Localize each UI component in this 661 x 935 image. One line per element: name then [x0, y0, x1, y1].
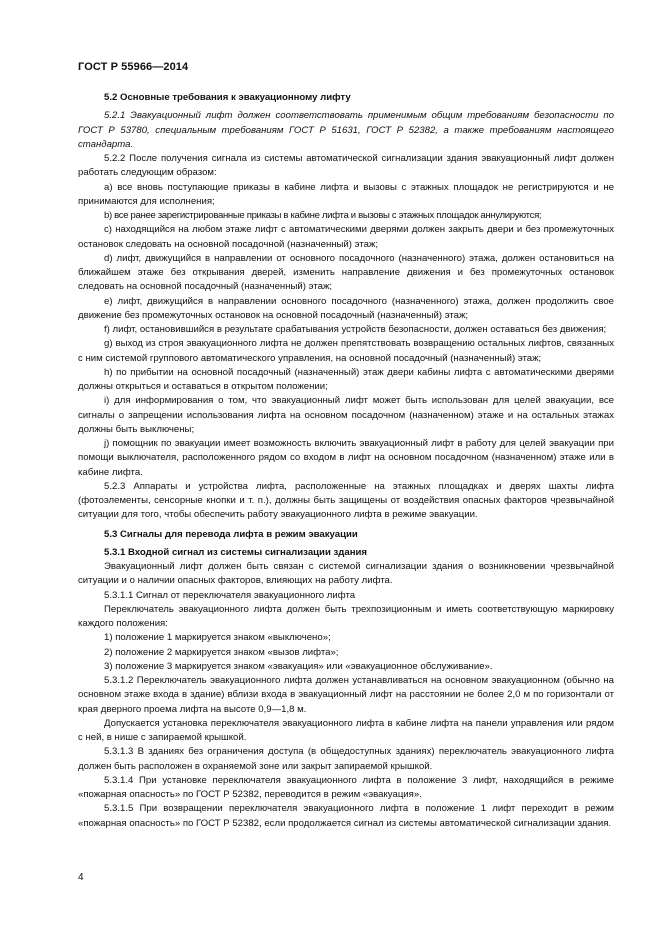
- paragraph: Допускается установка переключателя эвакуационного лифта в кабине лифта на панели управления или рядом с ней, в нише с запираемой крышкой.: [78, 717, 614, 743]
- paragraph-5-2-2: 5.2.2 После получения сигнала из системы автоматической сигнализации здания эвакуационный лифт должен работать следующим образом:: [78, 153, 614, 179]
- list-item-a: а) все вновь поступающие приказы в кабине лифта и вызовы с этажных площадок не регистрируются и не принимаются для исполнения;: [78, 181, 614, 207]
- list-item-d: d) лифт, движущийся в направлении от основного посадочного (назначенного) этажа, должен остановиться на ближайшем этаже без открывания дверей, изменить направление движения и без промежуточных остановок следовать на основной посадочный (назначенный) этаж;: [78, 252, 614, 293]
- list-item-i: i) для информирования о том, что эвакуационный лифт может быть использован для целей эвакуации, все сигналы о запрещении использования лифта на основном посадочном (назначенном) этаже и на остальных этажах должны быть выключены;: [78, 395, 614, 435]
- subsection-title-5-3-1: 5.3.1 Входной сигнал из системы сигнализации здания: [104, 546, 367, 558]
- paragraph-5-2-1: 5.2.1 Эвакуационный лифт должен соответствовать применимым общим требованиям безопасности по ГОСТ Р 53780, специальным требованиям ГОСТ Р 51631, ГОСТ Р 52382, а также требованиям настоящего стандарта.: [78, 110, 614, 150]
- list-item-f: f) лифт, остановившийся в результате срабатывания устройств безопасности, должен оставаться без движения;: [104, 324, 607, 335]
- paragraph: 5.3.1.5 При возвращении переключателя эвакуационного лифта в положение 1 лифт переходит в режим «пожарная опасность» по ГОСТ Р 52382, если продолжается сигнал из системы автоматической сигнализации здания.: [78, 803, 614, 829]
- paragraph: 5.3.1.1 Сигнал от переключателя эвакуационного лифта: [104, 589, 356, 601]
- list-item-h: h) по прибытии на основной посадочный (назначенный) этаж двери кабины лифта с автоматическими дверями должны открыться и оставаться в открытом положении;: [78, 366, 614, 392]
- standard-header: ГОСТ Р 55966—2014: [78, 61, 189, 73]
- paragraph: 5.3.1.2 Переключатель эвакуационного лифта должен устанавливаться на основном эвакуационном (обычно на основном этаже входа в здание) вблизи входа в эвакуационный лифт на расстоянии не более 2,0 м по горизонтали от края дверного проема лифта на высоте 0,9—1,8 м.: [78, 675, 614, 715]
- paragraph: 5.3.1.3 В зданиях без ограничения доступа (в общедоступных зданиях) переключатель эвакуационного лифта должен быть расположен в охраняемой зоне или закрыт запираемой крышкой.: [78, 746, 614, 772]
- list-item-c: с) находящийся на любом этаже лифт с автоматическими дверями должен закрыть двери и без промежуточных остановок следовать на основной посадочной (назначенный) этаж;: [78, 224, 614, 250]
- list-item-j: j) помощник по эвакуации имеет возможность включить эвакуационный лифт в работу для целей эвакуации при помощи выключателя, расположенного рядом со входом в лифт на основном посадочном (назначенном) этаже или в кабине лифта.: [78, 438, 614, 478]
- paragraph: 5.3.1.4 При установке переключателя эвакуационного лифта в положение 3 лифт, находящийся в режиме «пожарная опасность» по ГОСТ Р 52382, переводится в режим «эвакуация».: [78, 774, 614, 800]
- page-number: 4: [78, 872, 84, 883]
- position-item-1: 1) положение 1 маркируется знаком «выключено»;: [104, 632, 331, 644]
- paragraph-5-2-3: 5.2.3 Аппараты и устройства лифта, расположенные на этажных площадках и дверях шахты лифта (фотоэлементы, сенсорные кнопки и т. п.), должны быть защищены от воздействия опасных факторов чрезвычайной ситуации для того, чтобы обеспечить работу эвакуационного лифта в режиме эвакуации.: [78, 480, 614, 521]
- paragraph: Переключатель эвакуационного лифта должен быть трехпозиционным и иметь соответствующую маркировку каждого положения:: [78, 603, 614, 629]
- list-item-g: g) выход из строя эвакуационного лифта не должен препятствовать возвращению остальных лифтов, связанных с ним системой группового автоматического управления, на основной посадочный (назначенный) этаж;: [78, 338, 614, 364]
- section-title-5-2: 5.2 Основные требования к эвакуационному лифту: [104, 92, 351, 103]
- list-item-b: b) все ранее зарегистрированные приказы в кабине лифта и вызовы с этажных площадок аннулируются;: [104, 210, 542, 221]
- document-body: [78, 91, 614, 831]
- section-title-5-3: 5.3 Сигналы для перевода лифта в режим эвакуации: [104, 528, 358, 540]
- position-item-2: 2) положение 2 маркируется знаком «вызов лифта»;: [104, 646, 339, 658]
- paragraph: Эвакуационный лифт должен быть связан с системой сигнализации здания о возникновении чрезвычайной ситуации и о наличии опасных факторов, влияющих на работу лифта.: [78, 561, 614, 587]
- position-item-3: 3) положение 3 маркируется знаком «эвакуация» или «эвакуационное обслуживание».: [104, 660, 493, 672]
- list-item-e: е) лифт, движущийся в направлении основного посадочного (назначенного) этажа, должен продолжить свое движение без промежуточных остановок на основной посадочный (назначенный) этаж;: [78, 295, 614, 321]
